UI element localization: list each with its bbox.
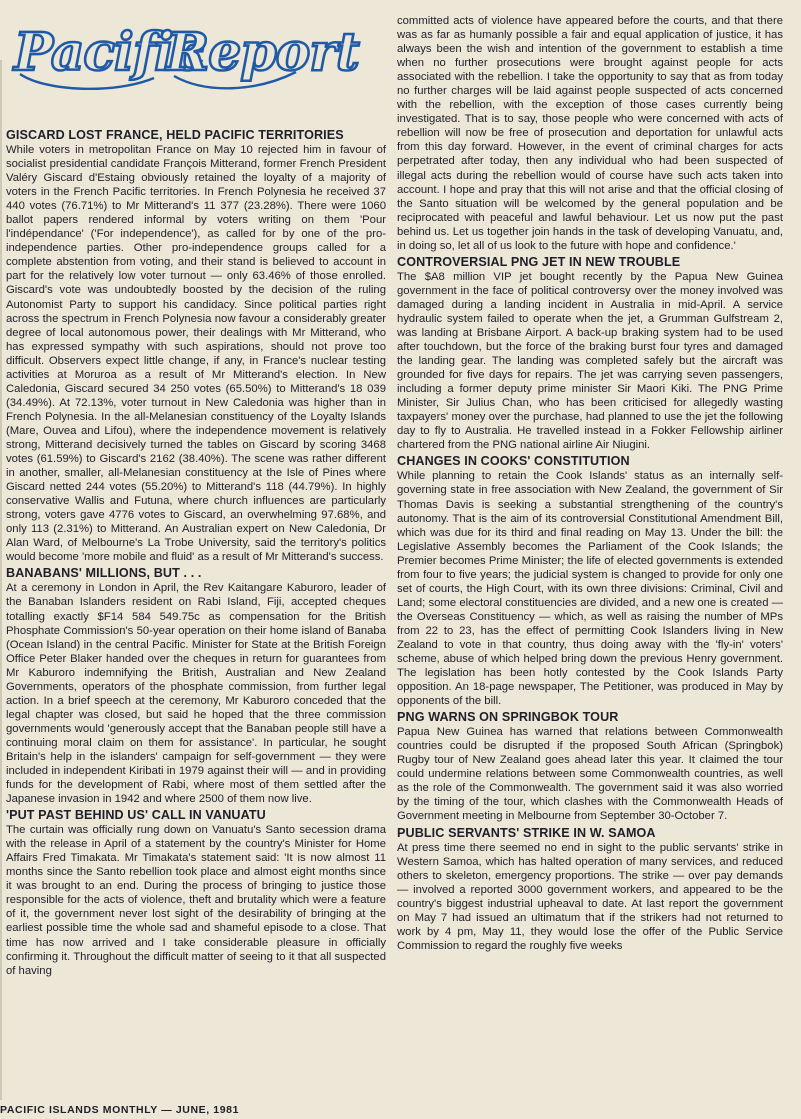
pacific-report-logo xyxy=(6,12,359,104)
article-body: committed acts of violence have appeared before the courts, and that there was as far as humanly possible a fair and equal application of justice, it has always been the wish and intention of the government to establish a time when no further prosecutions were brought against people for acts associated with the rebellion. I take the opportunity to say that as from today no further charges will be laid against people suspected of acts concerned with the rebellion, with the exception of those cases currently being investigated. That is to say, those people who were concerned with acts of rebellion will now be free of prosecution and deportation for unlawful acts from this day forward. However, in the event of criminal charges for acts perpetrated after today, then any individual who had been suspected of illegal acts during the rebellion would of course have such acts taken into account. I hope and pray that this will not arise and that the official closing of the Santo situation will be welcomed by the general population and be reciprocated with peaceful and lawful behaviour. Let us now put the past behind us. Let us together join hands in the task of developing Vanuatu, and, in doing so, let all of us look to the future with hope and confidence.' xyxy=(397,15,783,252)
article-samoa-strike xyxy=(397,826,783,953)
headline: CHANGES IN COOKS' CONSTITUTION xyxy=(397,454,630,469)
article-springbok-tour xyxy=(397,710,783,823)
right-column xyxy=(397,14,783,955)
article-cooks-constitution xyxy=(397,454,783,708)
masthead xyxy=(6,0,386,128)
headline: CONTROVERSIAL PNG JET IN NEW TROUBLE xyxy=(397,254,681,269)
headline: PNG WARNS ON SPRINGBOK TOUR xyxy=(397,710,619,725)
article-body: The $A8 million VIP jet bought recently by the Papua New Guinea government in the face of political controversy over the money involved was damaged during a landing incident in Australia in mid-April. A service hydraulic system failed to operate when the jet, a Grumman Gulfstream 2, was landing at Brisbane Airport. A back-up braking system had to be used after touchdown, but the force of the braking burst four tyres and damaged the landing gear. The landing was completed safely but the aircraft was grounded for five days for repairs. The jet was carrying seven passengers, including a former deputy prime minister Sir Maori Kiki. The PNG Prime Minister, Sir Julius Chan, who has been criticised for allegedly wasting taxpayers' money over the purchase, had planned to use the jet the following day to fly to Australia. He travelled instead in a Fokker Fellowship airliner chartered from the PNG national airline Air Niugini. xyxy=(397,270,783,452)
article-body: The curtain was officially rung down on Vanuatu's Santo secession drama with the release in April of a statement by the country's Minister for Home Affairs Fred Timakata. Mr Timakata's statement said: 'It is now almost 11 months since the Santo rebellion took place and almost eight months since it was brought to an end. During the process of bringing to justice those responsible for the acts of violence, theft and brutality which were a feature of it, the government never lost sight of the desirability of bringing at the earliest possible time the whole sad and shameful episode to a close. That time has now arrived and I take considerable pleasure in officially confirming it. Throughout the difficult matter of seeing to it that all suspected of having xyxy=(6,824,386,977)
article-banabans xyxy=(6,566,386,806)
page-footer: PACIFIC ISLANDS MONTHLY — JUNE, 1981 xyxy=(0,1104,240,1116)
article-body: Papua New Guinea has warned that relations between Commonwealth countries could be disrupted if the proposed South African (Springbok) Rugby tour of New Zealand goes ahead later this year. It claimed the tour could undermine relations between some Commonwealth countries, as well as the role of the Commonwealth. The government said it was also worried by the timing of the tour, which clashes with the Commonwealth Heads of Government meeting in Melbourne from September 30-October 7. xyxy=(397,726,783,823)
page-edge-shadow xyxy=(0,60,2,1100)
article-giscard xyxy=(6,128,386,564)
article-png-jet xyxy=(397,255,783,453)
article-body: At press time there seemed no end in sight to the public servants' strike in Western Samoa, which has halted operation of many services, and reduced others to skeleton, emergency proportions. The strike — over pay demands — involved a reported 3000 government workers, and appeared to be the country's biggest industrial upheaval to date. At last report the government on May 7 had issued an ultimatum that if the strikers had not returned to work by 4 pm, May 11, they would lose the offer of the Public Service Commission to regard the roughly five weeks xyxy=(397,841,783,952)
svg-text:Report: Report xyxy=(166,22,359,83)
headline: GISCARD LOST FRANCE, HELD PACIFIC TERRITORIES xyxy=(6,128,344,142)
article-body: While planning to retain the Cook Islands' status as an internally self-governing state in free association with New Zealand, the government of Sir Thomas Davis is seeking a substantial strengthening of the country's autonomy. That is the aim of its controversial Constitutional Amendment Bill, which was due for its third and final reading on May 13. Under the bill: the Legislative Assembly becomes the Parliament of the Cook Islands; the Premier becomes Prime Minister; the life of elected governments is extended from four to five years; the judicial system is changed to provide for only one set of courts, the High Court, with its own three divisions: Criminal, Civil and Land; some electoral constituencies are divided, and a new one is created — the Overseas Constituency — which, as well as raising the number of MPs from 22 to 23, has the effect of permitting Cook Islanders living in New Zealand to vote in that country, thus doing away with the 'fly-in' voters' scheme, abuse of which helped bring down the previous Henry government. The legislation has been hotly contested by the Cook Islands Party opposition. An 18-page newspaper, The Petitioner, was produced in May by opponents of the bill. xyxy=(397,470,783,708)
article-vanuatu xyxy=(6,808,386,978)
article-body: At a ceremony in London in April, the Rev Kaitangare Kaburoro, leader of the Banaban Islanders resident on Rabi Island, Fiji, accepted cheques totalling exactly $F14 584 549.75c as compensation for the British Phosphate Commission's 50-year operation on their home island of Banaba (Ocean Island) in the central Pacific. Minister for State at the British Foreign Office Peter Blaker handed over the cheques in return for guarantees from Mr Kaburoro indemnifying the British, Australian and New Zealand Governments, operators of the phosphate commission, from further legal action. In a brief speech at the ceremony, Mr Kaburoro conceded that the legal chapter was closed, but said he hoped that the three commission governments would 'generously accept that the Banaban people still have a continuing moral claim on them for assistance'. In particular, he sought Britain's help in the islanders' campaign for self-government — they were included in independent Kiribati in 1979 against their will — and in providing funds for the development of Rabi, where most of them settled after the Japanese invasion in 1942 and where 2500 of them now live. xyxy=(6,582,386,806)
left-column xyxy=(6,0,386,980)
headline: PUBLIC SERVANTS' STRIKE IN W. SAMOA xyxy=(397,825,656,840)
headline: 'PUT PAST BEHIND US' CALL IN VANUATU xyxy=(6,808,266,823)
article-body: While voters in metropolitan France on May 10 rejected him in favour of socialist presidential candidate François Mitterand, former French President Valéry Giscard d'Estaing obviously retained the loyalty of a majority of voters in the French Pacific territories. In French Polynesia he received 37 440 votes (76.71%) to Mr Mitterand's 11 377 (23.28%). There were 1060 ballot papers rendered informal by voters writing on them 'Pour l'indépendance' ('For independence'), as called for by one of the pro-independence parties. Other pro-independence groups called for a complete abstention from voting, and their stand is believed to account in part for the relatively low voter turnout — only 63.46% of those enrolled. Giscard's vote was undoubtedly boosted by the decision of the ruling Autonomist Party to support his candidacy. Since political parties right across the spectrum in French Polynesia now favour a considerably greater degree of local autonomous power, their dealings with Mr Mitterand, who has expressed sympathy with such aspirations, should not prove too difficult. Observers expect little change, if any, in France's nuclear testing activities at Moruroa as a result of Mr Mitterand's election. In New Caledonia, Giscard secured 34 250 votes (65.50%) to Mitterand's 18 039 (34.49%). At 72.13%, voter turnout in New Caledonia was higher than in French Polynesia. In the all-Melanesian constituency of the Loyalty Islands (Mare, Ouvea and Lifou), where the independence movement is relatively strong, Mitterand decisively turned the tables on Giscard by scoring 3468 votes (61.59%) to Giscard's 2162 (38.40%). The scene was rather different in another, smaller, all-Melanesian constituency at the Isle of Pines where Giscard netted 244 votes (55.20%) to Mitterand's 118 (44.79%). In highly conservative Wallis and Futuna, where church influences are particularly strong, voters gave 4776 votes to Giscard, an overwhelming 97.68%, and only 113 (2.31%) to Mitterand. An Australian expert on New Caledonia, Dr Alan Ward, of Melbourne's La Trobe University, said the territory's politics would become 'more mobile and fluid' as a result of Mr Mitterand's success. xyxy=(6,144,386,564)
article-vanuatu-continued xyxy=(397,14,783,253)
svg-text:Pacific: Pacific xyxy=(14,22,204,83)
headline: BANABANS' MILLIONS, BUT . . . xyxy=(6,566,202,581)
